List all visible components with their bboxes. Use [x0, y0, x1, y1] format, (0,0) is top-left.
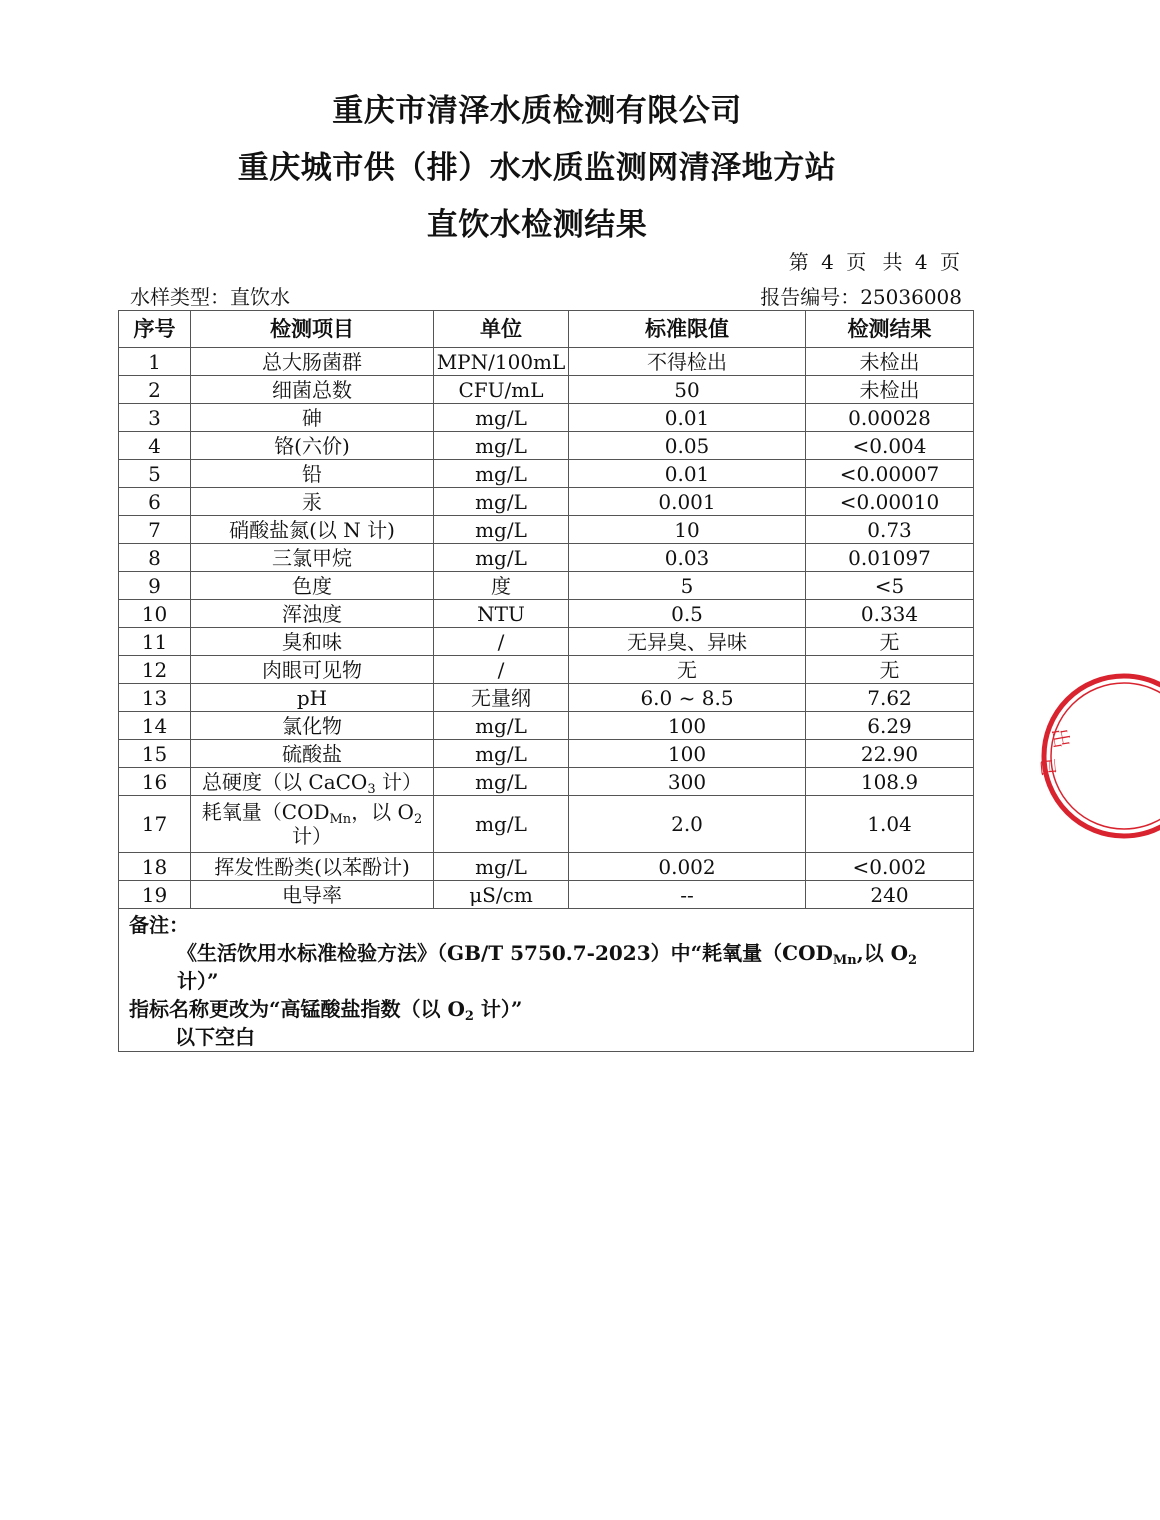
- row-result: 0.00028: [806, 404, 974, 432]
- notes-label: 备注：: [129, 913, 189, 937]
- row-result: <0.002: [806, 853, 974, 881]
- row-result: 22.90: [806, 740, 974, 768]
- row-unit: NTU: [434, 600, 569, 628]
- svg-text:已: 已: [1035, 756, 1059, 777]
- row-limit: 0.5: [569, 600, 806, 628]
- total-label: 共: [882, 250, 903, 274]
- row-unit: mg/L: [434, 516, 569, 544]
- row-limit: 0.01: [569, 404, 806, 432]
- row-no: 1: [119, 348, 191, 376]
- row-item: 铬(六价): [191, 432, 434, 460]
- row-unit: mg/L: [434, 740, 569, 768]
- total-unit: 页: [940, 250, 960, 274]
- row-unit: /: [434, 656, 569, 684]
- row-no: 12: [119, 656, 191, 684]
- company-title: 重庆市清泽水质检测有限公司: [332, 93, 742, 129]
- table-row: [119, 516, 974, 544]
- table-row: [119, 796, 974, 853]
- row-item: 电导率: [191, 881, 434, 909]
- row-no: 8: [119, 544, 191, 572]
- total-number: 4: [914, 250, 928, 274]
- table-row: [119, 600, 974, 628]
- row-unit: 度: [434, 572, 569, 600]
- table-header-row: [119, 311, 974, 348]
- row-unit: 无量纲: [434, 684, 569, 712]
- page-number: 4: [821, 250, 834, 274]
- row-no: 2: [119, 376, 191, 404]
- row-unit: mg/L: [434, 488, 569, 516]
- row-no: 6: [119, 488, 191, 516]
- row-no: 4: [119, 432, 191, 460]
- header-unit: 单位: [434, 311, 569, 348]
- row-no: 13: [119, 684, 191, 712]
- row-unit: mg/L: [434, 768, 569, 796]
- row-limit: 无: [569, 656, 806, 684]
- row-no: 11: [119, 628, 191, 656]
- row-limit: 50: [569, 376, 806, 404]
- row-item: 肉眼可见物: [191, 656, 434, 684]
- table-row: [119, 460, 974, 488]
- row-unit: /: [434, 628, 569, 656]
- row-unit: mg/L: [434, 853, 569, 881]
- table-row: [119, 628, 974, 656]
- row-item: 砷: [191, 404, 434, 432]
- row-result: 未检出: [806, 376, 974, 404]
- row-no: 5: [119, 460, 191, 488]
- notes-line-1: 《生活饮用水标准检验方法》（GB/T 5750.7-2023）中“耗氧量（$COD_{Mn}$,以 $O_2$ 计）”: [177, 941, 918, 993]
- row-result: <5: [806, 572, 974, 600]
- row-limit: 0.05: [569, 432, 806, 460]
- row-unit: mg/L: [434, 796, 569, 853]
- row-result: 0.01097: [806, 544, 974, 572]
- row-limit: 0.002: [569, 853, 806, 881]
- table-row: [119, 376, 974, 404]
- row-no: 16: [119, 768, 191, 796]
- row-unit: mg/L: [434, 432, 569, 460]
- notes-cell: [119, 909, 974, 1052]
- row-limit: 300: [569, 768, 806, 796]
- page-unit: 页: [846, 250, 867, 274]
- header-result: 检测结果: [806, 311, 974, 348]
- row-limit: 100: [569, 740, 806, 768]
- row-item: 挥发性酚类(以苯酚计): [191, 853, 434, 881]
- row-limit: 5: [569, 572, 806, 600]
- notes-blank: 以下空白: [175, 1025, 255, 1049]
- row-unit: mg/L: [434, 712, 569, 740]
- table-row: [119, 432, 974, 460]
- row-item: 总大肠菌群: [191, 348, 434, 376]
- table-row: [119, 881, 974, 909]
- row-limit: 无异臭、异味: [569, 628, 806, 656]
- row-limit: 100: [569, 712, 806, 740]
- row-limit: 10: [569, 516, 806, 544]
- row-no: 18: [119, 853, 191, 881]
- row-result: <0.00010: [806, 488, 974, 516]
- row-limit: 2.0: [569, 796, 806, 853]
- row-result: 240: [806, 881, 974, 909]
- row-item: 臭和味: [191, 628, 434, 656]
- row-no: 14: [119, 712, 191, 740]
- table-row: [119, 488, 974, 516]
- row-no: 15: [119, 740, 191, 768]
- row-item: 硫酸盐: [191, 740, 434, 768]
- row-limit: 0.001: [569, 488, 806, 516]
- notes-row: [119, 909, 974, 1052]
- table-row: [119, 853, 974, 881]
- table-row: [119, 572, 974, 600]
- row-limit: 6.0 ~ 8.5: [569, 684, 806, 712]
- report-title: 直饮水检测结果: [426, 207, 648, 243]
- row-no: 17: [119, 796, 191, 853]
- row-unit: μS/cm: [434, 881, 569, 909]
- sample-type: 水样类型：直饮水: [130, 285, 290, 309]
- row-item: 浑浊度: [191, 600, 434, 628]
- row-unit: mg/L: [434, 404, 569, 432]
- row-result: 1.04: [806, 796, 974, 853]
- row-unit: mg/L: [434, 460, 569, 488]
- row-result: 0.73: [806, 516, 974, 544]
- row-no: 7: [119, 516, 191, 544]
- row-item: 汞: [191, 488, 434, 516]
- results-table: [118, 310, 974, 1052]
- notes-line-2: 指标名称更改为“高锰酸盐指数（以 $O_2$ 计）”: [129, 997, 523, 1024]
- table-row: [119, 404, 974, 432]
- row-item: 细菌总数: [191, 376, 434, 404]
- row-result: 7.62: [806, 684, 974, 712]
- row-result: 无: [806, 628, 974, 656]
- table-row: [119, 740, 974, 768]
- table-row: [119, 768, 974, 796]
- svg-text:出: 出: [1046, 726, 1075, 751]
- row-item: 总硬度（以 CaCO$_3$ 计）: [191, 768, 434, 796]
- row-result: <0.004: [806, 432, 974, 460]
- row-item: pH: [191, 684, 434, 712]
- table-row: [119, 348, 974, 376]
- table-row: [119, 712, 974, 740]
- header-limit: 标准限值: [569, 311, 806, 348]
- row-unit: CFU/mL: [434, 376, 569, 404]
- row-item: 铅: [191, 460, 434, 488]
- row-limit: 0.03: [569, 544, 806, 572]
- row-limit: --: [569, 881, 806, 909]
- report-number: 报告编号：25036008: [760, 285, 962, 309]
- page-label: 第: [788, 250, 809, 274]
- header-no: 序号: [119, 311, 191, 348]
- seal-stamp-icon: [1035, 682, 1160, 832]
- row-item: 三氯甲烷: [191, 544, 434, 572]
- row-limit: 不得检出: [569, 348, 806, 376]
- table-row: [119, 656, 974, 684]
- row-no: 19: [119, 881, 191, 909]
- row-result: <0.00007: [806, 460, 974, 488]
- row-item: 氯化物: [191, 712, 434, 740]
- row-unit: mg/L: [434, 544, 569, 572]
- row-result: 未检出: [806, 348, 974, 376]
- header-item: 检测项目: [191, 311, 434, 348]
- row-result: 无: [806, 656, 974, 684]
- row-item: 耗氧量（$COD_{Mn}$，以 $O_2$ 计）: [191, 796, 434, 853]
- station-title: 重庆城市供（排）水水质监测网清泽地方站: [237, 150, 837, 186]
- row-item: 硝酸盐氮(以 N 计): [191, 516, 434, 544]
- row-result: 6.29: [806, 712, 974, 740]
- row-no: 9: [119, 572, 191, 600]
- row-no: 10: [119, 600, 191, 628]
- row-unit: MPN/100mL: [434, 348, 569, 376]
- table-row: [119, 684, 974, 712]
- row-limit: 0.01: [569, 460, 806, 488]
- page-indicator: [789, 246, 960, 275]
- row-no: 3: [119, 404, 191, 432]
- row-item: 色度: [191, 572, 434, 600]
- row-result: 0.334: [806, 600, 974, 628]
- row-result: 108.9: [806, 768, 974, 796]
- table-row: [119, 544, 974, 572]
